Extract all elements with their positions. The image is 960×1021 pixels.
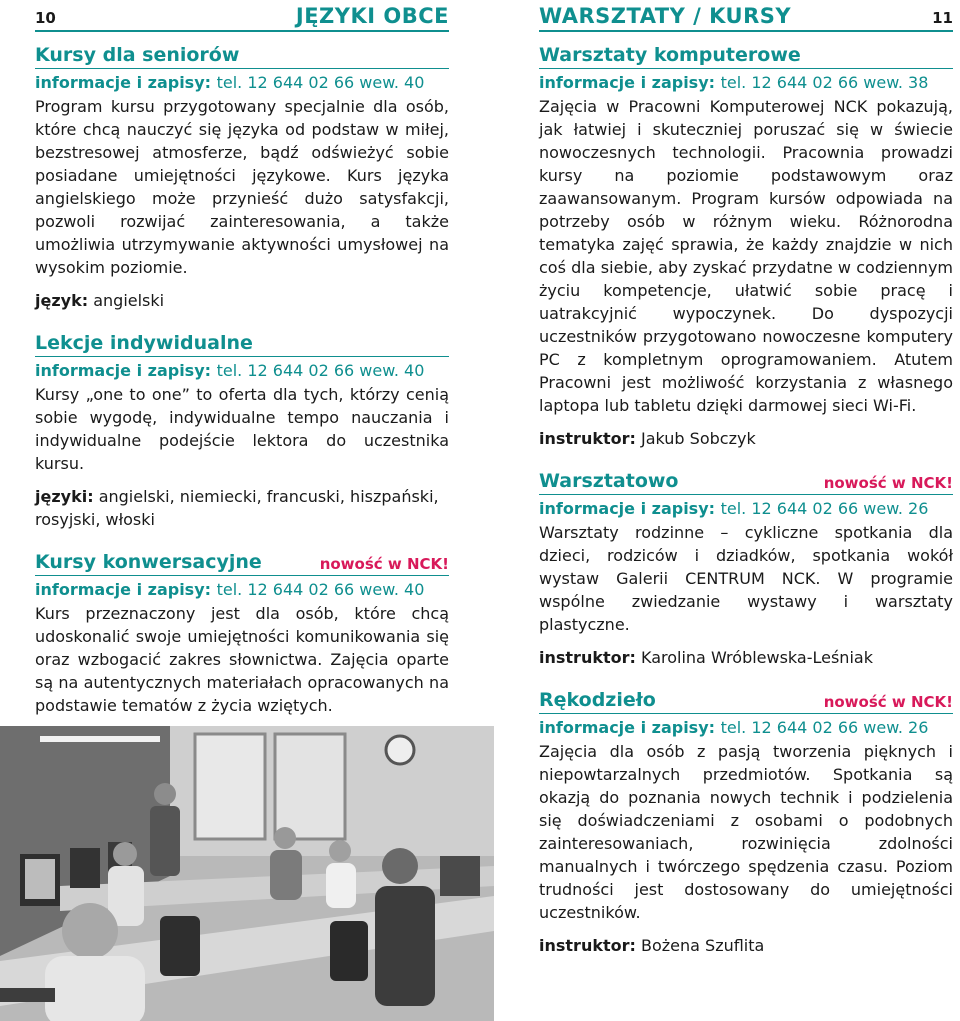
language-info [35, 485, 449, 531]
contact-phone: tel. 12 644 02 66 wew. 40 [216, 361, 425, 380]
new-badge: nowość w NCK! [319, 555, 449, 573]
instructor-info [539, 646, 953, 669]
section-title: Kursy konwersacyjne [35, 551, 262, 573]
instructor-info [539, 934, 953, 957]
section-title: Warsztaty komputerowe [539, 44, 801, 66]
section-warsztaty-komputerowe [539, 44, 953, 450]
section-warsztatowo [539, 470, 953, 669]
meta-key: instruktor: [539, 936, 636, 955]
contact-label: informacje i zapisy: [35, 361, 212, 380]
section-title: Lekcje indywidualne [35, 332, 253, 354]
section-header [35, 44, 449, 69]
language-info [35, 289, 449, 312]
section-title: Kursy dla seniorów [35, 44, 240, 66]
contact-label: informacje i zapisy: [539, 73, 716, 92]
contact-label: informacje i zapisy: [35, 73, 212, 92]
page-number: 11 [932, 9, 953, 27]
section-header [539, 44, 953, 69]
contact-info [539, 718, 953, 737]
new-badge: nowość w NCK! [823, 693, 953, 711]
contact-label: informacje i zapisy: [539, 718, 716, 737]
contact-phone: tel. 12 644 02 66 wew. 26 [720, 718, 929, 737]
section-rekodzielo [539, 689, 953, 957]
contact-info [539, 499, 953, 518]
contact-info [539, 73, 953, 92]
section-description: Kursy „one to one” to oferta dla tych, którzy cenią sobie wygodę, indywidualne tempo nauczania i indywidualne podejście lektora do uczestnika kursu. [35, 385, 449, 473]
meta-key: instruktor: [539, 429, 636, 448]
section-description: Kurs przeznaczony jest dla osób, które chcą udoskonalić swoje umiejętności komunikowania się oraz wzbogacić zakres słownictwa. Zajęcia oparte są na autentycznych materiałach opracowanych na podstawie tematów z życia wziętych. [35, 604, 449, 715]
right-page-header [539, 0, 953, 32]
computer-class-photo [0, 726, 494, 1021]
section-lekcje-indywidualne [35, 332, 449, 531]
new-badge: nowość w NCK! [823, 474, 953, 492]
right-page [539, 0, 953, 957]
meta-value: angielski [88, 291, 165, 310]
contact-phone: tel. 12 644 02 66 wew. 40 [216, 580, 425, 599]
meta-key: języki: [35, 487, 94, 506]
section-header [539, 470, 953, 495]
section-title: Rękodzieło [539, 689, 656, 711]
section-description: Zajęcia w Pracowni Komputerowej NCK pokazują, jak łatwiej i skuteczniej poruszać się w świecie nowoczesnych technologii. Pracownia prowadzi kursy na poziomie podstawowym oraz zaawansowanym. Program kursów odpowiada na potrzeby osób w różnym wieku. Różnorodna tematyka zajęć sprawia, że każdy znajdzie w nich coś dla siebie, aby zyskać przydatne w codziennym życiu kompetencje, ułatwić sobie pracę i uatrakcyjnić wypoczynek. Do dyspozycji uczestników przygotowano nowoczesne komputery PC z kompletnym oprogramowaniem. Atutem Pracowni jest możliwość korzystania z własnego laptopa lub tabletu dzięki darmowej sieci Wi-Fi. [539, 97, 953, 415]
instructor-info [539, 427, 953, 450]
page-number: 10 [35, 9, 56, 27]
photo-illustration [0, 726, 494, 1021]
contact-info [35, 580, 449, 599]
contact-phone: tel. 12 644 02 66 wew. 26 [720, 499, 929, 518]
page-title: JĘZYKI OBCE [295, 4, 449, 28]
section-title: Warsztatowo [539, 470, 679, 492]
contact-label: informacje i zapisy: [35, 580, 212, 599]
meta-value: Karolina Wróblewska-Leśniak [635, 648, 873, 667]
contact-label: informacje i zapisy: [539, 499, 716, 518]
section-description: Zajęcia dla osób z pasją tworzenia pięknych i niepowtarzalnych przedmiotów. Spotkania są okazją do poznania nowych technik i podzielenia się doświadczeniami z osobami o podobnych zainteresowaniach, rozwinięcia zdolności manualnych i twórczego spędzenia czasu. Poziom trudności jest dostosowany do umiejętności uczestników. [539, 742, 953, 922]
contact-phone: tel. 12 644 02 66 wew. 40 [216, 73, 425, 92]
left-page-header [35, 0, 449, 32]
section-kursy-konwersacyjne [35, 551, 449, 750]
meta-value: angielski, niemiecki, francuski, hiszpański, rosyjski, włoski [35, 487, 439, 529]
contact-phone: tel. 12 644 02 66 wew. 38 [720, 73, 929, 92]
contact-info [35, 73, 449, 92]
section-kursy-dla-seniorow [35, 44, 449, 312]
section-header [539, 689, 953, 714]
meta-value: Bożena Szuflita [635, 936, 765, 955]
contact-info [35, 361, 449, 380]
section-header [35, 332, 449, 357]
meta-key: instruktor: [539, 648, 636, 667]
page-title: WARSZTATY / KURSY [539, 4, 792, 28]
section-description: Program kursu przygotowany specjalnie dla osób, które chcą nauczyć się języka od podstaw w miłej, bezstresowej atmosferze, bądź odświeżyć sobie posiadane umiejętności językowe. Kurs języka angielskiego może przynieść dużo satysfakcji, pozwoli rozwijać zainteresowania, a także umożliwia utrzymywanie aktywności umysłowej na wysokim poziomie. [35, 97, 449, 277]
left-page [35, 0, 449, 750]
section-description: Warsztaty rodzinne – cykliczne spotkania dla dzieci, rodziców i dziadków, spotkania wokół wystaw Galerii CENTRUM NCK. W programie wspólne zwiedzanie wystawy i warsztaty plastyczne. [539, 523, 953, 634]
meta-value: Jakub Sobczyk [635, 429, 756, 448]
section-header [35, 551, 449, 576]
meta-key: język: [35, 291, 89, 310]
